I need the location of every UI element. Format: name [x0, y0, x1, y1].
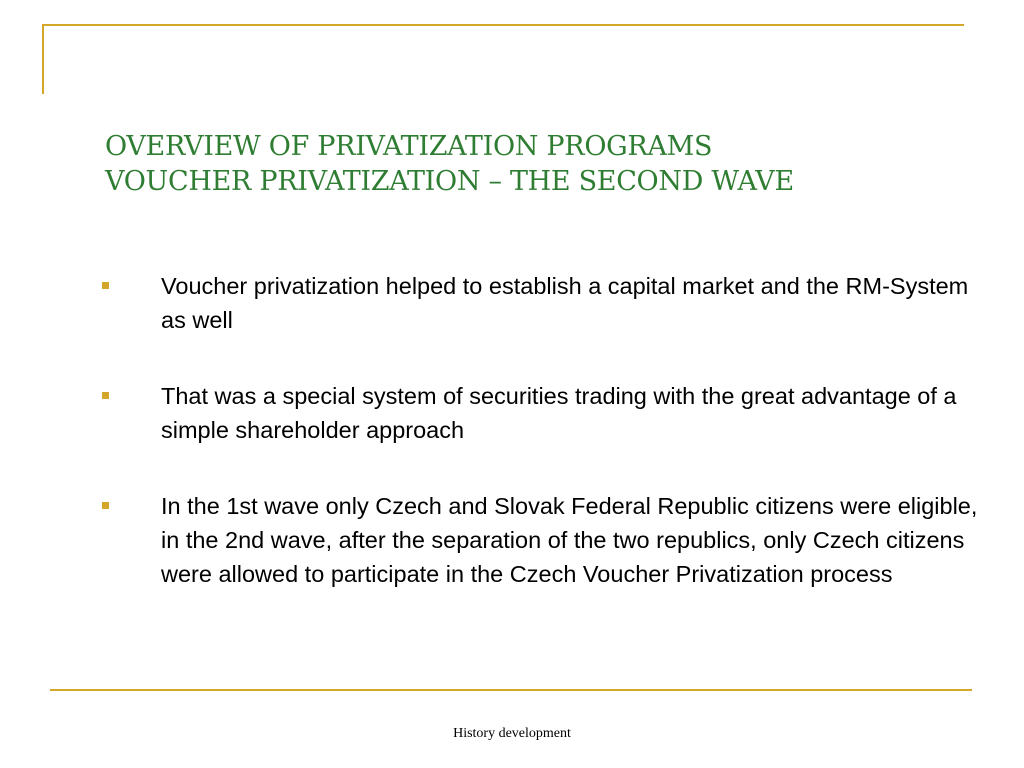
bullet-text: In the 1st wave only Czech and Slovak Federal Republic citizens were eligible, in the 2nd wave, after the separation of the two republics, only Czech citizens were allowed to participate in the Czech Voucher Privatization process: [161, 493, 978, 587]
title-line-1: OVERVIEW OF PRIVATIZATION PROGRAMS: [105, 131, 713, 162]
bullet-item: [100, 379, 980, 447]
square-bullet-icon: [102, 392, 109, 399]
square-bullet-icon: [102, 502, 109, 509]
footer-label: History development: [453, 726, 571, 741]
slide-title: [105, 129, 965, 199]
bullet-item: [100, 489, 980, 591]
footer: [0, 726, 1024, 742]
left-accent-line: [42, 24, 44, 94]
bullet-text: That was a special system of securities trading with the great advantage of a simple shareholder approach: [161, 383, 957, 443]
bullet-list: [100, 269, 980, 633]
square-bullet-icon: [102, 282, 109, 289]
footer-divider: [50, 689, 972, 691]
bullet-item: [100, 269, 980, 337]
top-accent-line: [42, 24, 964, 26]
title-line-2: VOUCHER PRIVATIZATION – THE SECOND WAVE: [105, 166, 794, 197]
bullet-text: Voucher privatization helped to establish a capital market and the RM-System as well: [161, 273, 969, 333]
